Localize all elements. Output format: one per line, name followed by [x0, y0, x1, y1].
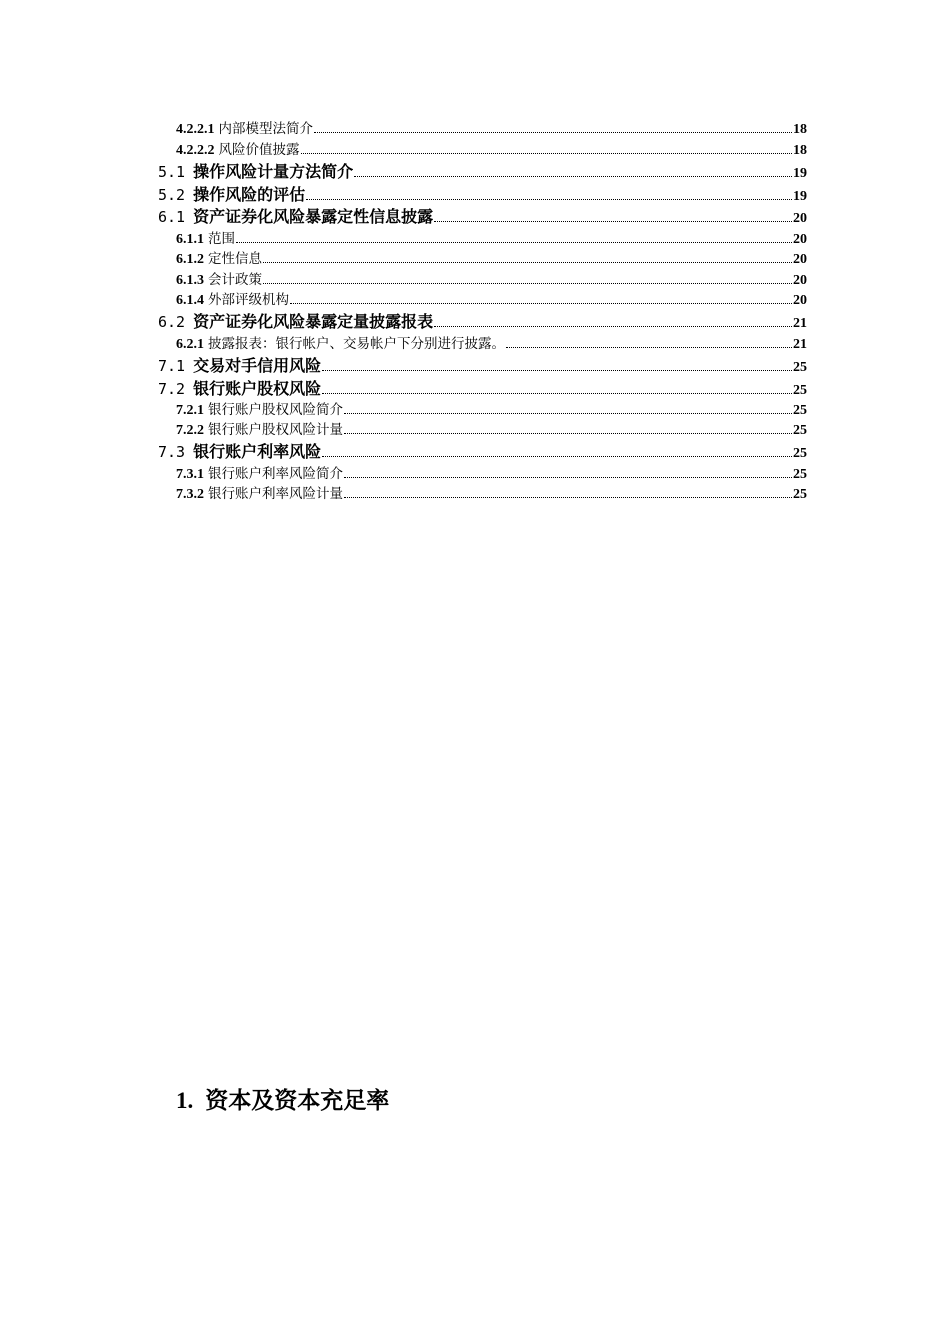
toc-leader-dots [236, 242, 792, 243]
toc-entry-title: 银行账户股权风险计量 [208, 422, 343, 438]
toc-entry[interactable] [158, 376, 807, 398]
toc-entry-page: 20 [793, 252, 807, 267]
toc-entry-title: 外部评级机构 [208, 292, 289, 308]
toc-entry-number: 7.3.1 [176, 467, 204, 482]
toc-entry-title: 操作风险计量方法简介 [193, 162, 354, 181]
toc-entry-title: 银行账户利率风险简介 [208, 466, 343, 482]
toc-entry-number: 4.2.2.2 [176, 143, 215, 158]
toc-leader-dots [354, 176, 792, 177]
toc-entry-page: 25 [793, 446, 807, 461]
toc-leader-dots [322, 456, 792, 457]
section-heading-number: 1. [176, 1088, 194, 1113]
toc-entry-page: 20 [793, 232, 807, 247]
toc-entry-number: 6.1.1 [176, 232, 204, 247]
toc-entry-page: 20 [793, 273, 807, 288]
toc-entry-title: 会计政策 [208, 272, 262, 288]
toc-entry-number: 5.2 [158, 186, 186, 204]
toc-entry[interactable] [176, 418, 807, 438]
toc-entry[interactable] [176, 268, 807, 288]
toc-entry-title: 交易对手信用风险 [193, 356, 322, 375]
toc-entry-title: 内部模型法简介 [218, 121, 313, 137]
toc-entry-page: 25 [793, 403, 807, 418]
toc-entry-number: 6.2.1 [176, 337, 204, 352]
toc-entry[interactable] [176, 398, 807, 418]
toc-entry-title: 银行账户股权风险简介 [208, 402, 343, 418]
toc-entry-page: 18 [793, 143, 807, 158]
toc-entry-number: 7.2 [158, 380, 186, 398]
toc-entry[interactable] [176, 227, 807, 247]
toc-leader-dots [344, 477, 792, 478]
toc-entry-title: 操作风险的评估 [193, 185, 306, 204]
toc-entry-number: 5.1 [158, 163, 186, 181]
toc-entry-number: 7.2.1 [176, 403, 204, 418]
toc-entry-page: 19 [793, 166, 807, 181]
toc-entry[interactable] [158, 159, 807, 181]
toc-entry-number: 7.3.2 [176, 487, 204, 502]
toc-entry-title: 银行账户利率风险计量 [208, 486, 343, 502]
toc-leader-dots [290, 303, 792, 304]
toc-leader-dots [263, 283, 792, 284]
toc-entry-number: 6.1 [158, 208, 186, 226]
toc-leader-dots [306, 199, 792, 200]
toc-leader-dots [263, 262, 792, 263]
toc-entry-title: 银行账户利率风险 [193, 442, 322, 461]
toc-entry[interactable] [176, 288, 807, 308]
toc-entry-number: 6.1.4 [176, 293, 204, 308]
toc-entry[interactable] [158, 309, 807, 331]
toc-entry-page: 25 [793, 423, 807, 438]
toc-entry[interactable] [176, 462, 807, 482]
toc-entry-page: 20 [793, 211, 807, 226]
toc-entry-number: 6.2 [158, 313, 186, 331]
toc-entry-page: 25 [793, 383, 807, 398]
toc-entry[interactable] [158, 439, 807, 461]
toc-leader-dots [434, 221, 792, 222]
toc-entry-page: 25 [793, 487, 807, 502]
toc-entry-title: 定性信息 [208, 251, 262, 267]
toc-entry-page: 25 [793, 360, 807, 375]
toc-entry-number: 7.2.2 [176, 423, 204, 438]
toc-leader-dots [314, 132, 792, 133]
toc-leader-dots [301, 153, 793, 154]
toc-leader-dots [344, 413, 792, 414]
toc-entry[interactable] [176, 138, 807, 158]
toc-entry-number: 7.1 [158, 357, 186, 375]
toc-leader-dots [344, 433, 792, 434]
toc-entry-page: 25 [793, 467, 807, 482]
toc-leader-dots [506, 347, 792, 348]
section-heading [176, 1082, 389, 1115]
toc-entry-page: 21 [793, 337, 807, 352]
toc-entry-page: 18 [793, 122, 807, 137]
toc-entry[interactable] [158, 182, 807, 204]
toc-entry[interactable] [176, 117, 807, 137]
toc-entry[interactable] [158, 353, 807, 375]
toc-entry-title: 披露报表：银行帐户、交易帐户下分别进行披露。 [208, 336, 505, 352]
toc-leader-dots [322, 370, 792, 371]
toc-entry-title: 资产证券化风险暴露定性信息披露 [193, 207, 434, 226]
toc-entry-number: 4.2.2.1 [176, 122, 215, 137]
toc-entry-number: 7.3 [158, 443, 186, 461]
toc-entry-title: 风险价值披露 [218, 142, 300, 158]
toc-entry-title: 范围 [208, 231, 235, 247]
toc-entry[interactable] [176, 247, 807, 267]
toc-entry[interactable] [158, 204, 807, 226]
toc-entry-page: 20 [793, 293, 807, 308]
toc-entry[interactable] [176, 332, 807, 352]
toc-entry-title: 银行账户股权风险 [193, 379, 322, 398]
toc-entry-title: 资产证券化风险暴露定量披露报表 [193, 312, 434, 331]
toc-entry-number: 6.1.3 [176, 273, 204, 288]
toc-entry-page: 19 [793, 189, 807, 204]
toc-leader-dots [344, 497, 792, 498]
section-heading-title: 资本及资本充足率 [205, 1088, 390, 1114]
toc-entry[interactable] [176, 482, 807, 502]
toc-entry-number: 6.1.2 [176, 252, 204, 267]
toc-leader-dots [434, 326, 792, 327]
toc-entry-page: 21 [793, 316, 807, 331]
toc-leader-dots [322, 393, 792, 394]
